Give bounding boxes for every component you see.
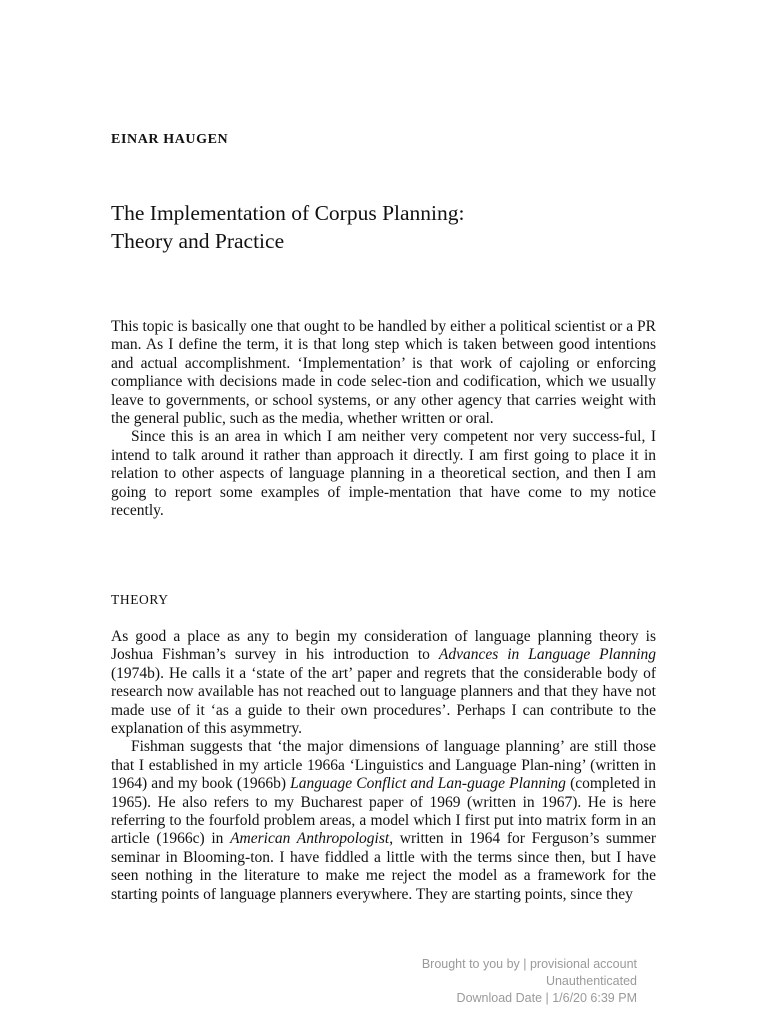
- theory-paragraph-1: [111, 628, 656, 738]
- author-name: EINAR HAUGEN: [111, 132, 229, 147]
- access-footer: [422, 956, 637, 1007]
- book-title-advances: Advances in Language Planning: [438, 646, 657, 664]
- book-title-language-conflict: Language Conflict and Lan-guage Planning: [290, 775, 566, 793]
- footer-line-provider: Brought to you by | provisional account: [421, 957, 637, 971]
- theory-p2-text-e: , written in 1964 for Ferguson’s summer seminar in Blooming-ton. I have fiddled a little with the terms since then, but I have seen nothing in the literature to make me reject the model as a framework for the starting points of language planners everywhere. They are starting points, since they: [111, 830, 656, 903]
- theory-p1-text-a: As good a place as any to begin my consideration of language planning theory is Joshua Fishman’s survey in his introduction to: [111, 628, 656, 664]
- theory-p2-text-c: (completed in 1965). He also refers to my Bucharest paper of 1969 (written in 1967). He is here referring to the fourfold problem areas, a model which I first put into matrix form in an article (1966c) in: [111, 775, 657, 848]
- article-title-line-1: The Implementation of Corpus Planning:: [111, 201, 465, 225]
- journal-title-american-anthropologist: American Anthropologist: [230, 830, 390, 848]
- theory-paragraph-2: [111, 738, 656, 904]
- theory-p1-text-c: (1974b). He calls it a ‘state of the art’ paper and regrets that the considerable body of research now available has not reached out to language planners and that they have not made use of it ‘as a guide to their own procedures’. Perhaps I can contribute to the explanation of this asymmetry.: [111, 664, 656, 738]
- section-heading-theory: THEORY: [111, 592, 169, 607]
- theory-p2-text-a: Fishman suggests that ‘the major dimensions of language planning’ are still those that I established in my article 1966a ‘Linguistics and Language Plan-ning’ (written in 1964) and my book (1966b): [111, 738, 656, 793]
- intro-paragraph-1: This topic is basically one that ought to be handled by either a political scientist or a PR man. As I define the term, it is that long step which is taken between good intentions and actual accomplishment. ‘Implementation’ is that work of cajoling or enforcing compliance with decisions made in code selec-tion and codification, which we usually leave to governments, or school systems, or any other agency that carries weight with the general public, such as the media, whether written or oral.: [111, 318, 656, 428]
- footer-line-auth: Unauthenticated: [545, 974, 637, 988]
- theory-section: [111, 628, 656, 904]
- article-title: [111, 199, 465, 255]
- footer-line-download-date: Download Date | 1/6/20 6:39 PM: [456, 991, 637, 1005]
- article-title-line-2: Theory and Practice: [111, 229, 285, 253]
- intro-section: [111, 318, 656, 520]
- intro-paragraph-2: Since this is an area in which I am neither very competent nor very success-ful, I intend to talk around it rather than approach it directly. I am first going to place it in relation to other aspects of language planning in a theoretical section, and then I am going to report some examples of imple-mentation that have come to my notice recently.: [111, 428, 656, 520]
